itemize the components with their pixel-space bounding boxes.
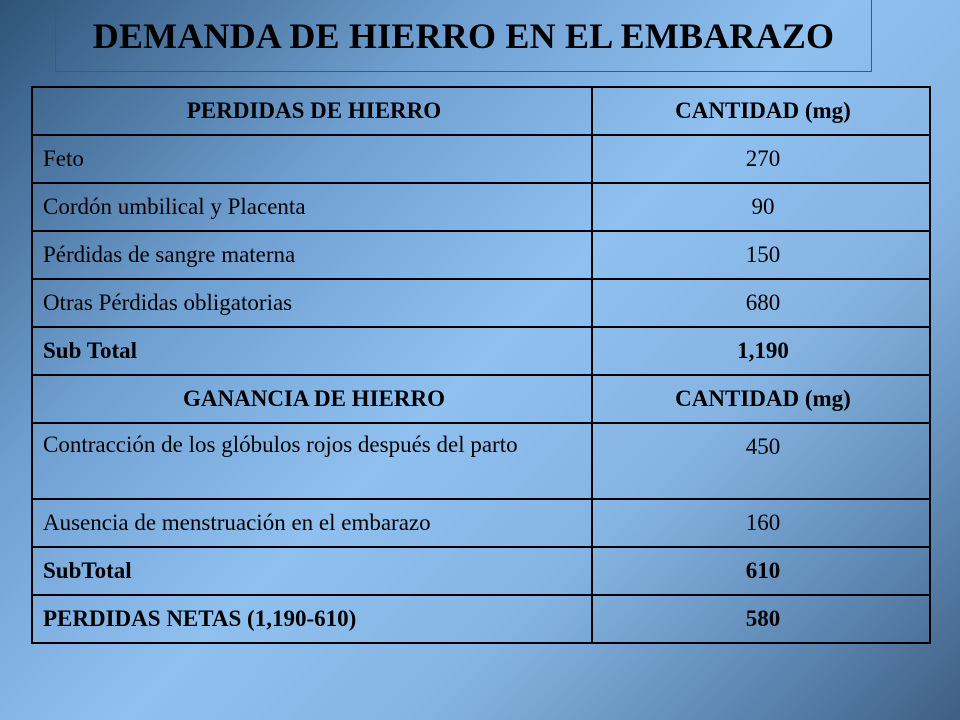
losses-subtotal-value: 1,190 [592, 327, 930, 375]
net-losses-label: PERDIDAS NETAS (1,190-610) [32, 595, 592, 643]
row-value: 680 [592, 279, 930, 327]
gains-subtotal-value: 610 [592, 547, 930, 595]
table-row [32, 231, 930, 279]
gains-header-label: GANANCIA DE HIERRO [32, 375, 592, 423]
row-label: Otras Pérdidas obligatorias [32, 279, 592, 327]
row-value: 450 [592, 423, 930, 499]
table-row [32, 279, 930, 327]
gains-subtotal-label: SubTotal [32, 547, 592, 595]
losses-subtotal-label: Sub Total [32, 327, 592, 375]
gains-header-row [32, 375, 930, 423]
table-row [32, 499, 930, 547]
row-label: Contracción de los glóbulos rojos después del parto [32, 423, 592, 499]
title-box [55, 0, 872, 72]
row-label: Feto [32, 135, 592, 183]
row-label: Cordón umbilical y Placenta [32, 183, 592, 231]
table-row [32, 183, 930, 231]
losses-header-row [32, 87, 930, 135]
table-row [32, 135, 930, 183]
row-label: Ausencia de menstruación en el embarazo [32, 499, 592, 547]
gains-header-quantity: CANTIDAD (mg) [592, 375, 930, 423]
net-losses-value: 580 [592, 595, 930, 643]
losses-header-label: PERDIDAS DE HIERRO [32, 87, 592, 135]
iron-demand-table [31, 86, 931, 644]
table-row [32, 423, 930, 499]
row-value: 270 [592, 135, 930, 183]
row-value: 150 [592, 231, 930, 279]
net-losses-row [32, 595, 930, 643]
losses-header-quantity: CANTIDAD (mg) [592, 87, 930, 135]
losses-subtotal-row [32, 327, 930, 375]
row-label: Pérdidas de sangre materna [32, 231, 592, 279]
row-value: 90 [592, 183, 930, 231]
gains-subtotal-row [32, 547, 930, 595]
row-value: 160 [592, 499, 930, 547]
page-title: DEMANDA DE HIERRO EN EL EMBARAZO [92, 15, 835, 56]
